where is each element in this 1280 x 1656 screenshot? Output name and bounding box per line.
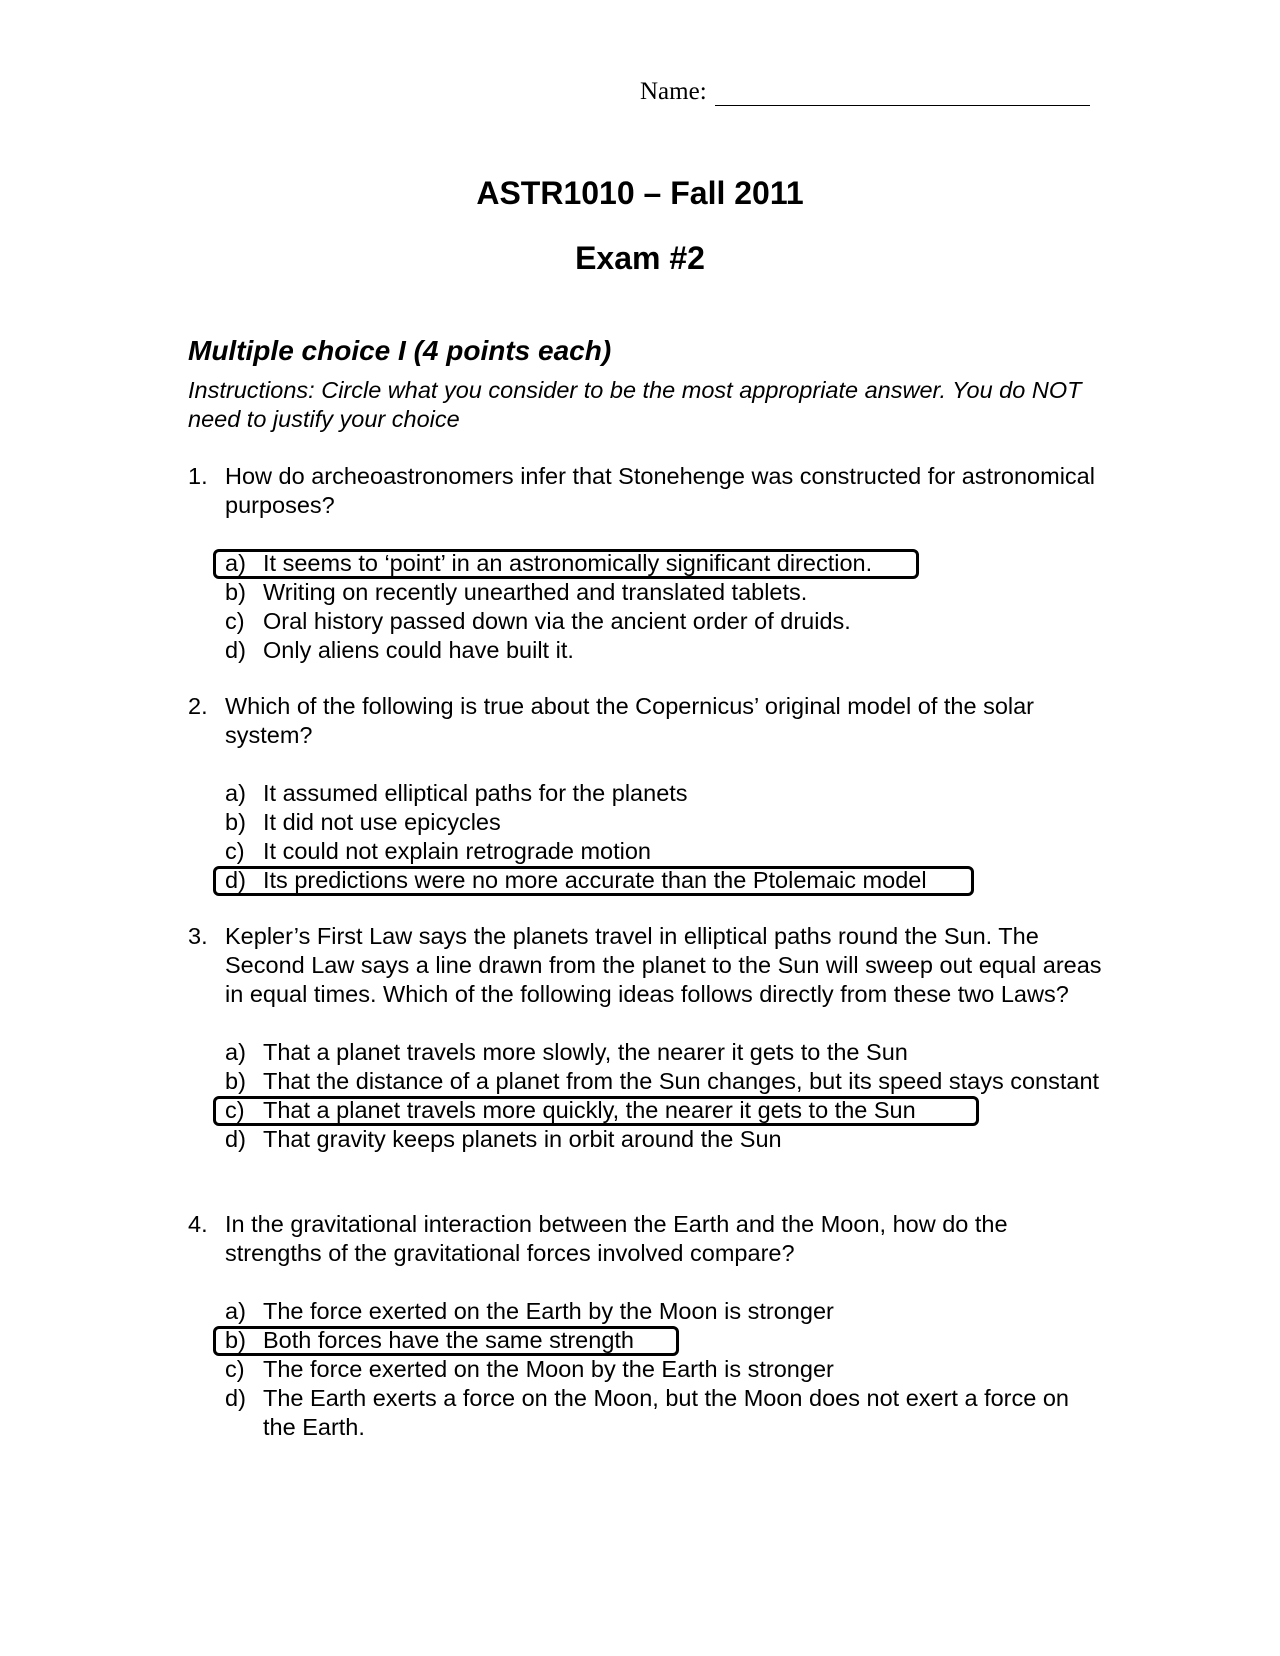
- option-text: That a planet travels more quickly, the nearer it gets to the Sun: [263, 1097, 916, 1123]
- option-a[interactable]: [225, 549, 1108, 578]
- option-d[interactable]: [225, 1125, 1108, 1154]
- option-b[interactable]: [225, 1326, 1108, 1355]
- option-letter: a): [225, 550, 246, 576]
- option-letter: d): [225, 637, 246, 663]
- option-letter: b): [225, 1327, 246, 1353]
- option-list: [225, 549, 1108, 665]
- option-letter: c): [225, 608, 245, 634]
- option-text: It seems to ‘point’ in an astronomically significant direction.: [263, 550, 873, 576]
- question-text: How do archeoastronomers infer that Stonehenge was constructed for astronomical purposes?: [225, 463, 1095, 518]
- question-text: Kepler’s First Law says the planets travel in elliptical paths round the Sun. The Second Law says a line drawn from the planet to the Sun will sweep out equal areas in equal times. Which of the following ideas follows directly from these two Laws?: [225, 923, 1102, 1007]
- option-letter: b): [225, 1068, 246, 1094]
- option-b[interactable]: [225, 808, 1108, 837]
- option-text: Its predictions were no more accurate than the Ptolemaic model: [263, 867, 927, 893]
- option-text: It assumed elliptical paths for the planets: [263, 780, 688, 806]
- question-number: 4.: [188, 1211, 208, 1237]
- option-d[interactable]: [225, 866, 1108, 895]
- question-3: [188, 922, 1108, 1154]
- question-number: 1.: [188, 463, 208, 489]
- option-d[interactable]: [225, 636, 1108, 665]
- option-list: [225, 1038, 1108, 1154]
- option-text: That gravity keeps planets in orbit around the Sun: [263, 1126, 782, 1152]
- option-c[interactable]: [225, 607, 1108, 636]
- question-text: In the gravitational interaction between the Earth and the Moon, how do the strengths of the gravitational forces involved compare?: [225, 1211, 1008, 1266]
- option-letter: d): [225, 1126, 246, 1152]
- option-letter: b): [225, 579, 246, 605]
- name-field: [640, 74, 1090, 106]
- option-list: [225, 779, 1108, 895]
- option-list: [225, 1297, 1108, 1442]
- option-text: Oral history passed down via the ancient order of druids.: [263, 608, 851, 634]
- section-instructions: Instructions: Circle what you consider to be the most appropriate answer. You do NOT need to justify your choice: [188, 377, 1082, 432]
- option-text: Only aliens could have built it.: [263, 637, 574, 663]
- option-text: That a planet travels more slowly, the nearer it gets to the Sun: [263, 1039, 908, 1065]
- name-blank-line[interactable]: [715, 79, 1090, 106]
- option-letter: a): [225, 1298, 246, 1324]
- option-a[interactable]: [225, 1297, 1108, 1326]
- option-text: The Earth exerts a force on the Moon, but the Moon does not exert a force on the Earth.: [263, 1385, 1069, 1440]
- name-label: Name:: [640, 78, 707, 105]
- option-letter: b): [225, 809, 246, 835]
- option-b[interactable]: [225, 578, 1108, 607]
- option-letter: a): [225, 1039, 246, 1065]
- option-c[interactable]: [225, 1096, 1108, 1125]
- question-4: [188, 1210, 1108, 1442]
- option-text: The force exerted on the Moon by the Earth is stronger: [263, 1356, 834, 1382]
- option-letter: a): [225, 780, 246, 806]
- option-text: It did not use epicycles: [263, 809, 501, 835]
- option-text: Writing on recently unearthed and translated tablets.: [263, 579, 808, 605]
- option-text: It could not explain retrograde motion: [263, 838, 651, 864]
- option-c[interactable]: [225, 837, 1108, 866]
- option-b[interactable]: [225, 1067, 1108, 1096]
- option-c[interactable]: [225, 1355, 1108, 1384]
- question-1: [188, 462, 1108, 665]
- option-letter: d): [225, 1385, 246, 1411]
- option-letter: c): [225, 1356, 245, 1382]
- section-title: Multiple choice I (4 points each): [188, 335, 612, 366]
- option-letter: c): [225, 1097, 245, 1123]
- option-text: Both forces have the same strength: [263, 1327, 634, 1353]
- question-text: Which of the following is true about the Copernicus’ original model of the solar system?: [225, 693, 1035, 748]
- option-d[interactable]: [225, 1384, 1108, 1442]
- course-title: ASTR1010 – Fall 2011: [476, 175, 804, 211]
- option-a[interactable]: [225, 779, 1108, 808]
- question-2: [188, 692, 1108, 895]
- question-number: 3.: [188, 923, 208, 949]
- option-text: The force exerted on the Earth by the Moon is stronger: [263, 1298, 834, 1324]
- option-letter: d): [225, 867, 246, 893]
- option-a[interactable]: [225, 1038, 1108, 1067]
- option-text: That the distance of a planet from the Sun changes, but its speed stays constant: [263, 1068, 1100, 1094]
- exam-title: Exam #2: [575, 240, 705, 276]
- question-number: 2.: [188, 693, 208, 719]
- option-letter: c): [225, 838, 245, 864]
